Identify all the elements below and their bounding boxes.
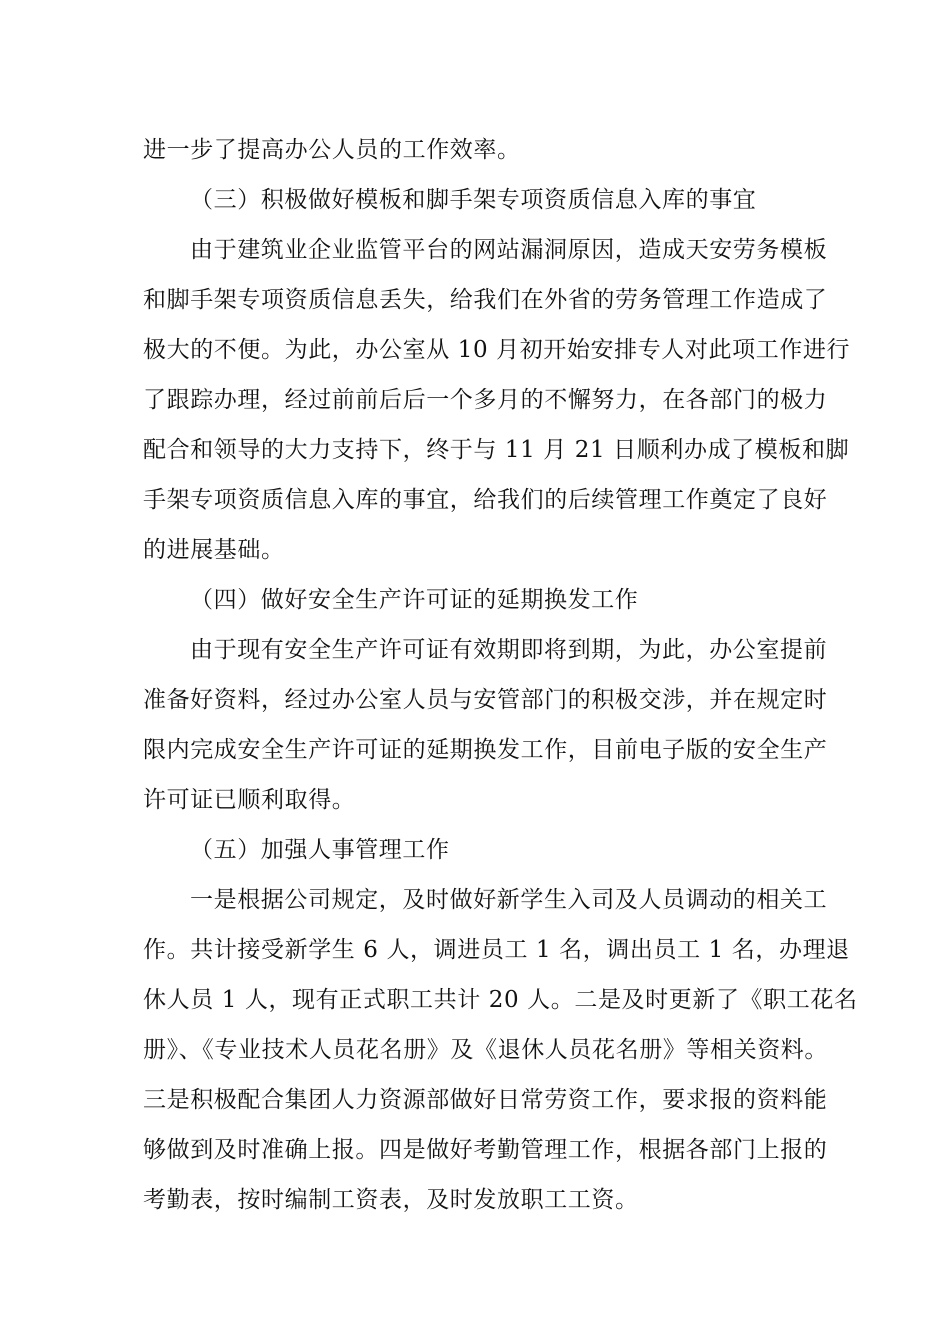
paragraph-line: 准备好资料，经过办公室人员与安管部门的积极交涉，并在规定时: [143, 687, 828, 713]
paragraph-line: 考勤表，按时编制工资表，及时发放职工工资。: [143, 1187, 639, 1213]
section-heading-5: （五）加强人事管理工作: [190, 837, 450, 863]
paragraph-line: 一是根据公司规定，及时做好新学生入司及人员调动的相关工: [190, 887, 828, 913]
paragraph-line: 限内完成安全生产许可证的延期换发工作，目前电子版的安全生产: [143, 737, 828, 763]
paragraph-line: 极大的不便。为此，办公室从 10 月初开始安排专人对此项工作进行: [143, 337, 851, 363]
paragraph-line: 和脚手架专项资质信息丢失，给我们在外省的劳务管理工作造成了: [143, 287, 828, 313]
paragraph-line: 三是积极配合集团人力资源部做好日常劳资工作，要求报的资料能: [143, 1087, 828, 1113]
paragraph-line: 作。共计接受新学生 6 人，调进员工 1 名，调出员工 1 名，办理退: [143, 937, 850, 963]
paragraph-line: 配合和领导的大力支持下，终于与 11 月 21 日顺利办成了模板和脚: [143, 437, 850, 463]
paragraph-line: 册》、《专业技术人员花名册》及《退休人员花名册》等相关资料。: [143, 1037, 828, 1063]
paragraph-line: 手架专项资质信息入库的事宜，给我们的后续管理工作奠定了良好: [143, 487, 828, 513]
section-heading-4: （四）做好安全生产许可证的延期换发工作: [190, 587, 639, 613]
paragraph-line: 了跟踪办理，经过前前后后一个多月的不懈努力，在各部门的极力: [143, 387, 828, 413]
section-heading-3: （三）积极做好模板和脚手架专项资质信息入库的事宜: [190, 187, 757, 213]
paragraph-line: 进一步了提高办公人员的工作效率。: [143, 137, 521, 163]
paragraph-line: 休人员 1 人，现有正式职工共计 20 人。二是及时更新了《职工花名: [143, 987, 858, 1013]
paragraph-line: 由于建筑业企业监管平台的网站漏洞原因，造成天安劳务模板: [190, 237, 828, 263]
paragraph-line: 许可证已顺利取得。: [143, 787, 356, 813]
paragraph-line: 的进展基础。: [143, 537, 285, 563]
paragraph-line: 由于现有安全生产许可证有效期即将到期，为此，办公室提前: [190, 637, 828, 663]
paragraph-line: 够做到及时准确上报。四是做好考勤管理工作，根据各部门上报的: [143, 1137, 828, 1163]
